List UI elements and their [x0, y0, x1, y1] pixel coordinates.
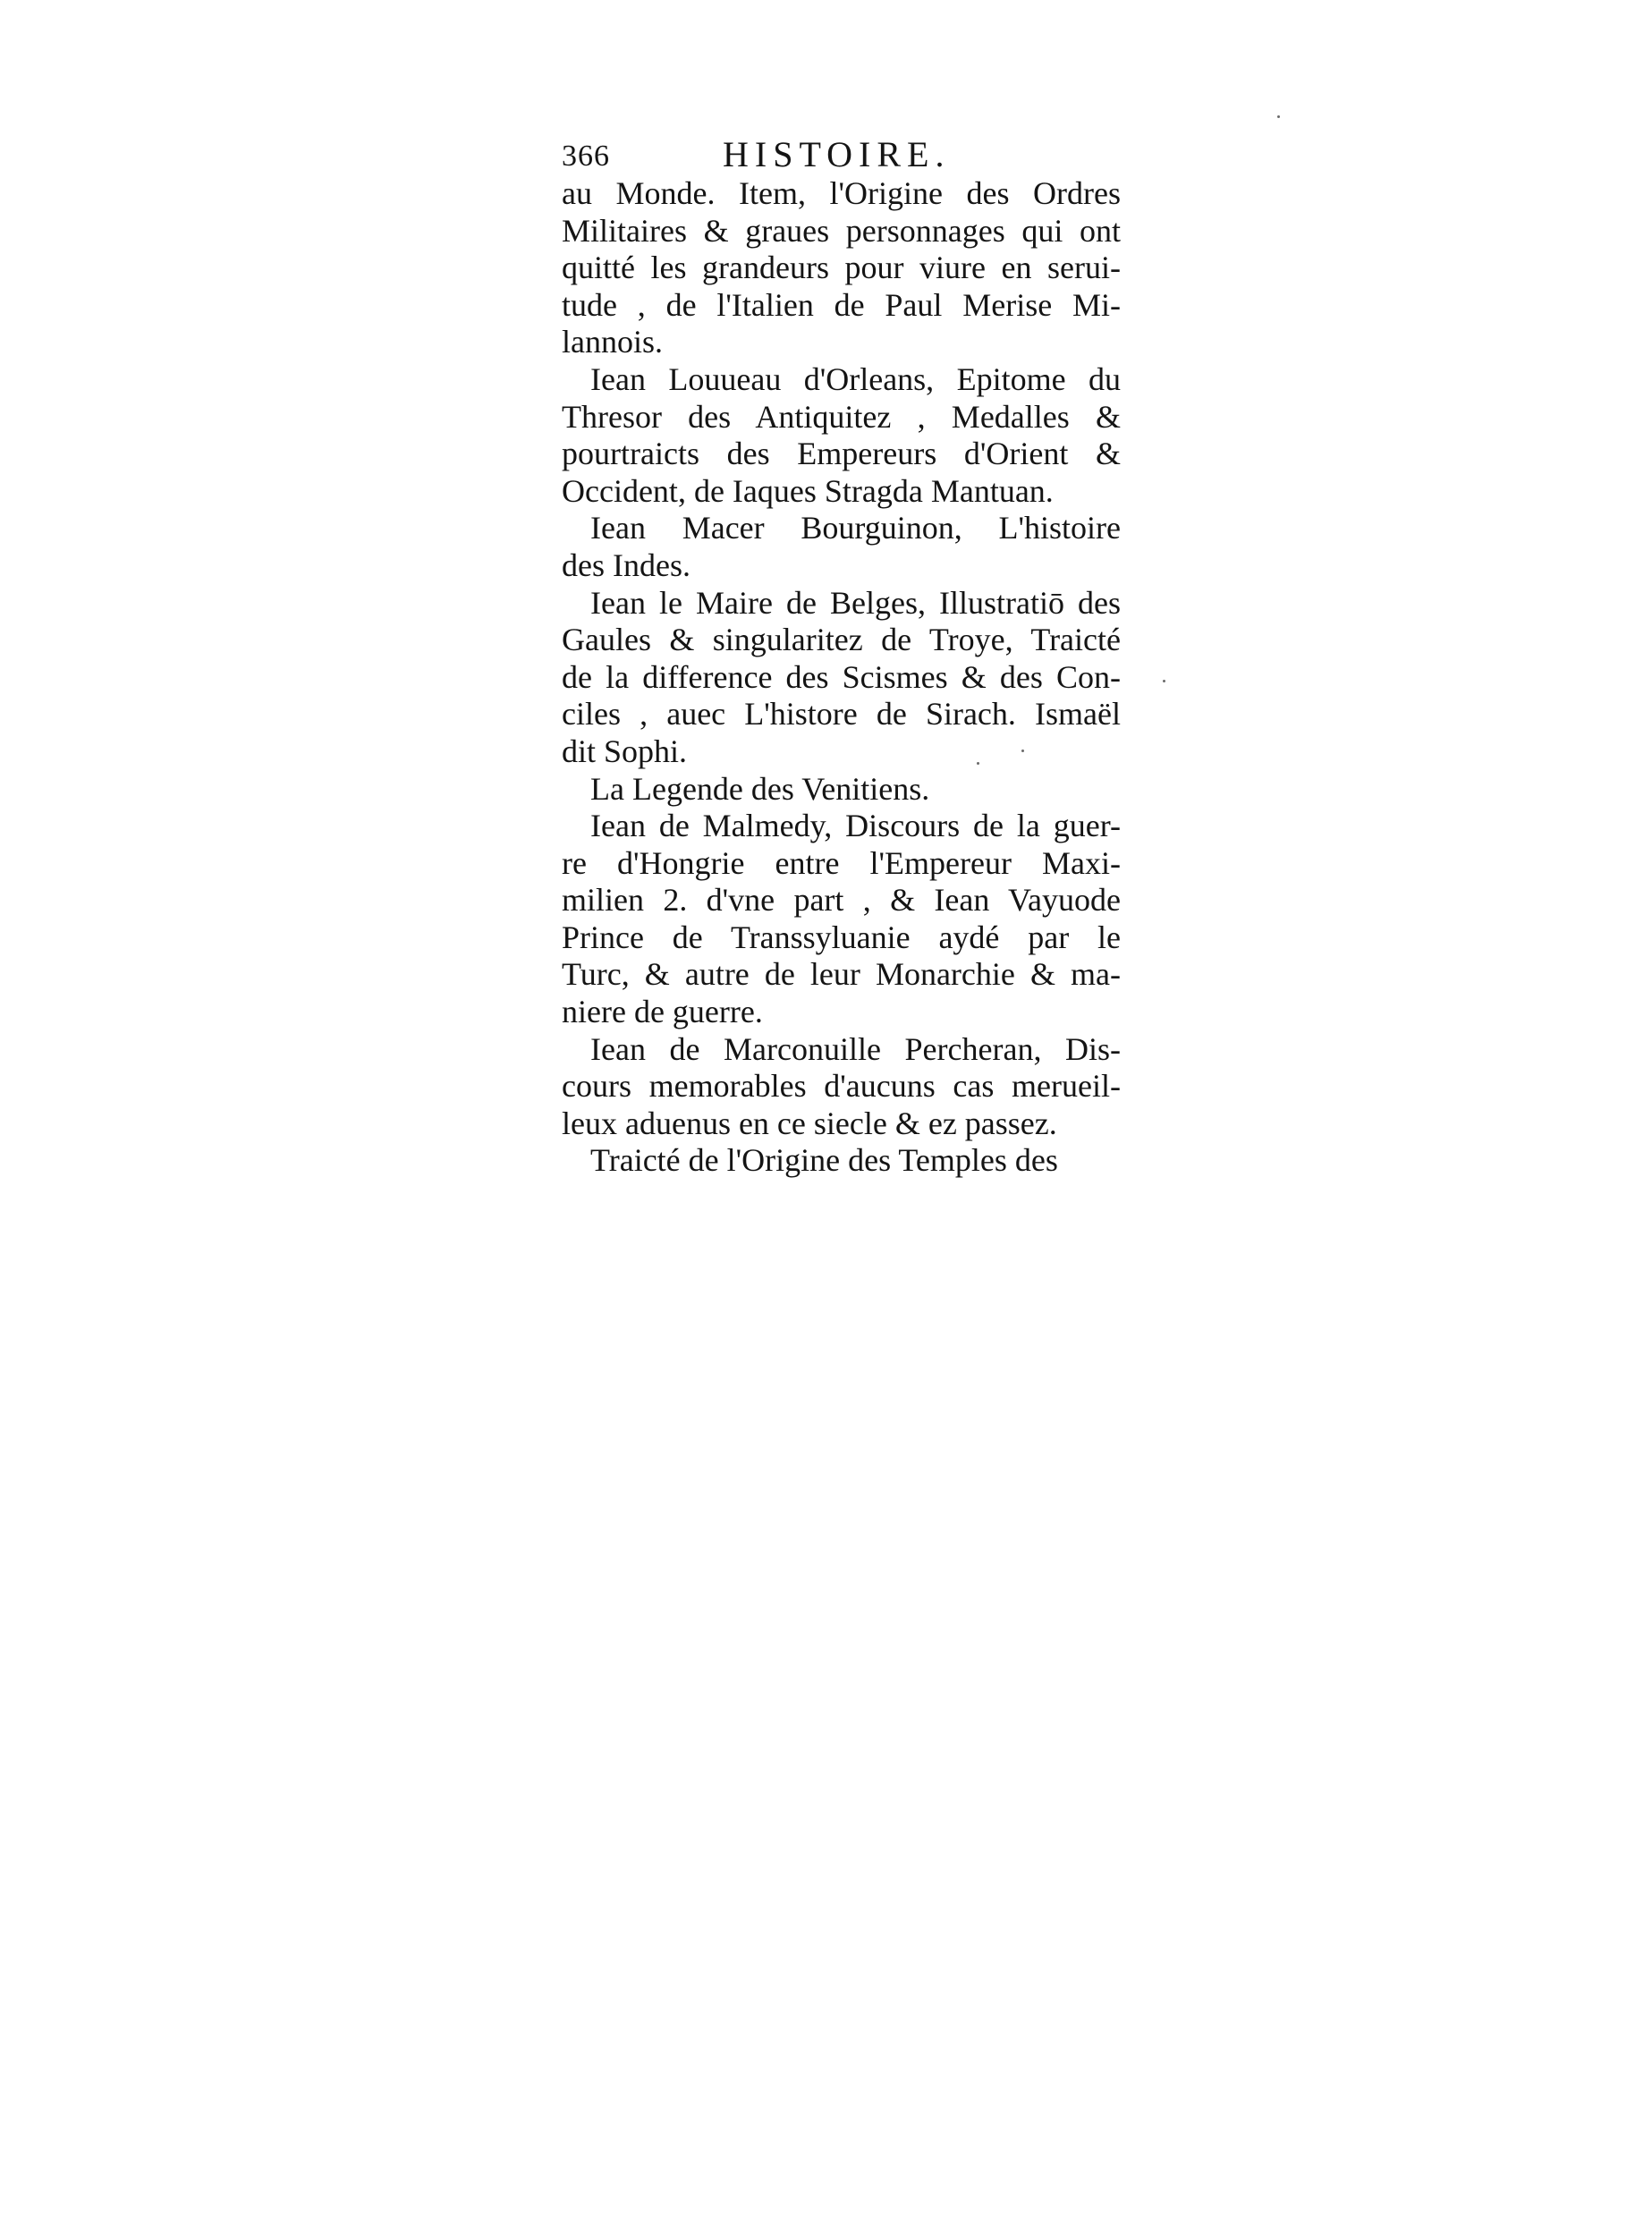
text-line: tude , de l'Italien de Paul Merise Mi-: [562, 286, 1121, 323]
text-line: Militaires & graues personnages qui ont: [562, 212, 1121, 249]
running-head: [562, 134, 1121, 175]
text-line: milien 2. d'vne part , & Iean Vayuode: [562, 882, 1121, 919]
paragraph: [562, 175, 1121, 361]
paragraph: [562, 510, 1121, 584]
text-line: Thresor des Antiquitez , Medalles &: [562, 398, 1121, 435]
page-number: 366: [562, 140, 610, 173]
text-line: Iean Macer Bourguinon, L'histoire: [590, 510, 1121, 546]
text-line: quitté les grandeurs pour viure en serui-: [562, 250, 1121, 286]
text-line: de la difference des Scismes & des Con-: [562, 658, 1121, 695]
text-line: Iean Louueau d'Orleans, Epitome du: [590, 360, 1121, 397]
paragraph: [562, 1031, 1121, 1143]
body-text: [562, 175, 1121, 1180]
text-line: re d'Hongrie entre l'Empereur Maxi-: [562, 844, 1121, 881]
text-line: Traicté de l'Origine des Temples des: [590, 1142, 1058, 1179]
text-line: pourtraicts des Empereurs d'Orient &: [562, 436, 1121, 472]
paper-speck: [1277, 115, 1280, 118]
paragraph: [562, 1142, 1121, 1180]
text-block: [562, 134, 1121, 1180]
text-line: au Monde. Item, l'Origine des Ordres: [562, 175, 1121, 211]
text-line: leux aduenus en ce siecle & ez passez.: [562, 1105, 1057, 1141]
running-title: HISTOIRE.: [723, 134, 951, 174]
text-line: La Legende des Venitiens.: [590, 770, 930, 807]
paragraph: [562, 808, 1121, 1031]
text-line: Iean de Malmedy, Discours de la guer-: [590, 808, 1121, 844]
text-line: Turc, & autre de leur Monarchie & ma-: [562, 956, 1121, 993]
paragraph: [562, 585, 1121, 771]
paragraph: [562, 771, 1121, 809]
text-line: dit Sophi.: [562, 733, 688, 769]
text-line: niere de guerre.: [562, 994, 763, 1030]
text-line: Iean le Maire de Belges, Illustratiō des: [590, 584, 1121, 621]
text-line: des Indes.: [562, 546, 690, 583]
paper-speck: [1163, 680, 1165, 682]
text-line: Iean de Marconuille Percheran, Dis-: [590, 1030, 1121, 1067]
text-line: cours memorables d'aucuns cas merueil-: [562, 1068, 1121, 1105]
text-line: lannois.: [562, 324, 663, 360]
paragraph: [562, 361, 1121, 510]
text-line: Prince de Transsyluanie aydé par le: [562, 919, 1121, 955]
text-line: ciles , auec L'histore de Sirach. Ismaël: [562, 696, 1121, 733]
text-line: Occident, de Iaques Stragda Mantuan.: [562, 472, 1054, 509]
text-line: Gaules & singularitez de Troye, Traicté: [562, 622, 1121, 658]
